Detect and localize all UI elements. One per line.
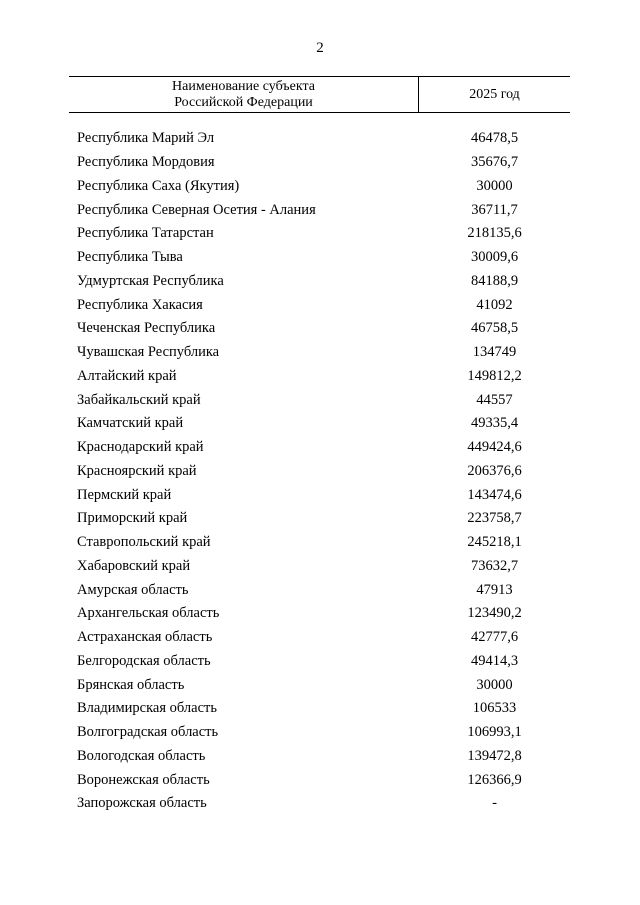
subject-name-cell: Астраханская область (77, 629, 213, 646)
value-cell: 139472,8 (467, 747, 522, 764)
subject-name-cell: Запорожская область (77, 795, 207, 812)
value-cell: 223758,7 (467, 510, 522, 527)
value-cell: 35676,7 (470, 154, 519, 171)
table-row (77, 792, 570, 816)
subject-name-cell: Вологодская область (77, 747, 206, 764)
table-row (77, 151, 570, 175)
table-row (77, 412, 570, 436)
table-body (77, 127, 570, 816)
value-cell: 30000 (476, 676, 513, 693)
subject-name-cell: Республика Северная Осетия - Алания (77, 201, 316, 218)
table-row (77, 626, 570, 650)
table-row (77, 365, 570, 389)
table-row (77, 293, 570, 317)
subject-name-cell: Белгородская область (77, 652, 211, 669)
value-cell: 123490,2 (467, 605, 522, 622)
value-cell: 30009,6 (470, 249, 519, 266)
subject-name-cell: Республика Мордовия (77, 154, 215, 171)
value-cell: 218135,6 (467, 225, 522, 242)
table-row (77, 531, 570, 555)
value-cell: 49414,3 (470, 652, 519, 669)
page-number-text: 2 (316, 40, 324, 56)
value-cell: 73632,7 (470, 557, 519, 574)
header-year-label: 2025 год (469, 86, 520, 102)
subject-name-cell: Приморский край (77, 510, 188, 527)
table-row (77, 222, 570, 246)
value-cell: 206376,6 (467, 462, 522, 479)
subject-name-cell: Пермский край (77, 486, 172, 503)
value-cell: 46758,5 (470, 320, 519, 337)
subject-name-cell: Ставропольский край (77, 534, 211, 551)
table-row (77, 578, 570, 602)
value-cell: 149812,2 (467, 367, 522, 384)
value-cell: 245218,1 (467, 534, 522, 551)
value-cell: 41092 (476, 296, 513, 313)
subject-name-cell: Краснодарский край (77, 439, 204, 456)
subject-name-cell: Республика Марий Эл (77, 130, 215, 147)
table-row (77, 768, 570, 792)
subject-name-cell: Архангельская область (77, 605, 220, 622)
subject-name-cell: Забайкальский край (77, 391, 201, 408)
table-header (69, 76, 570, 113)
value-cell: 36711,7 (471, 201, 518, 218)
header-year-column (419, 77, 570, 112)
subject-name-cell: Чеченская Республика (77, 320, 216, 337)
table-row (77, 246, 570, 270)
table-row (77, 745, 570, 769)
table-row (77, 673, 570, 697)
value-cell: 143474,6 (467, 486, 522, 503)
subject-name-cell: Алтайский край (77, 367, 177, 384)
subject-name-cell: Амурская область (77, 581, 189, 598)
subject-name-cell: Хабаровский край (77, 557, 191, 574)
page-number (0, 40, 640, 57)
table-row (77, 127, 570, 151)
value-cell: 106993,1 (467, 724, 522, 741)
subject-name-cell: Волгоградская область (77, 724, 219, 741)
table-row (77, 555, 570, 579)
value-cell: 47913 (476, 581, 513, 598)
subject-name-cell: Республика Татарстан (77, 225, 214, 242)
table-row (77, 460, 570, 484)
table-row (77, 175, 570, 199)
value-cell: 126366,9 (467, 771, 522, 788)
subject-name-cell: Красноярский край (77, 462, 197, 479)
subject-name-cell: Владимирская область (77, 700, 217, 717)
subject-name-cell: Удмуртская Республика (77, 272, 224, 289)
table-row (77, 721, 570, 745)
table-row (77, 602, 570, 626)
value-cell: 49335,4 (470, 415, 519, 432)
table-row (77, 317, 570, 341)
header-subject-line2: Российской Федерации (174, 94, 313, 110)
table-row (77, 270, 570, 294)
table-row (77, 388, 570, 412)
value-cell: 46478,5 (470, 130, 519, 147)
table-row (77, 198, 570, 222)
subject-name-cell: Воронежская область (77, 771, 210, 788)
subject-name-cell: Республика Хакасия (77, 296, 203, 313)
subject-name-cell: Камчатский край (77, 415, 184, 432)
value-cell: 134749 (472, 344, 517, 361)
value-cell: 42777,6 (470, 629, 519, 646)
header-subject-line1: Наименование субъекта (172, 78, 315, 94)
subject-name-cell: Чувашская Республика (77, 344, 220, 361)
table-row (77, 507, 570, 531)
subject-name-cell: Брянская область (77, 676, 185, 693)
table-row (77, 341, 570, 365)
value-cell: 84188,9 (470, 272, 519, 289)
value-cell: 106533 (472, 700, 517, 717)
value-cell: 30000 (476, 177, 513, 194)
value-cell: 449424,6 (467, 439, 522, 456)
value-cell: - (492, 795, 497, 812)
value-cell: 44557 (476, 391, 513, 408)
table-row (77, 697, 570, 721)
subject-name-cell: Республика Тыва (77, 249, 183, 266)
subject-name-cell: Республика Саха (Якутия) (77, 177, 240, 194)
table-row (77, 650, 570, 674)
table-row (77, 483, 570, 507)
header-subject-column (69, 77, 419, 112)
table-row (77, 436, 570, 460)
